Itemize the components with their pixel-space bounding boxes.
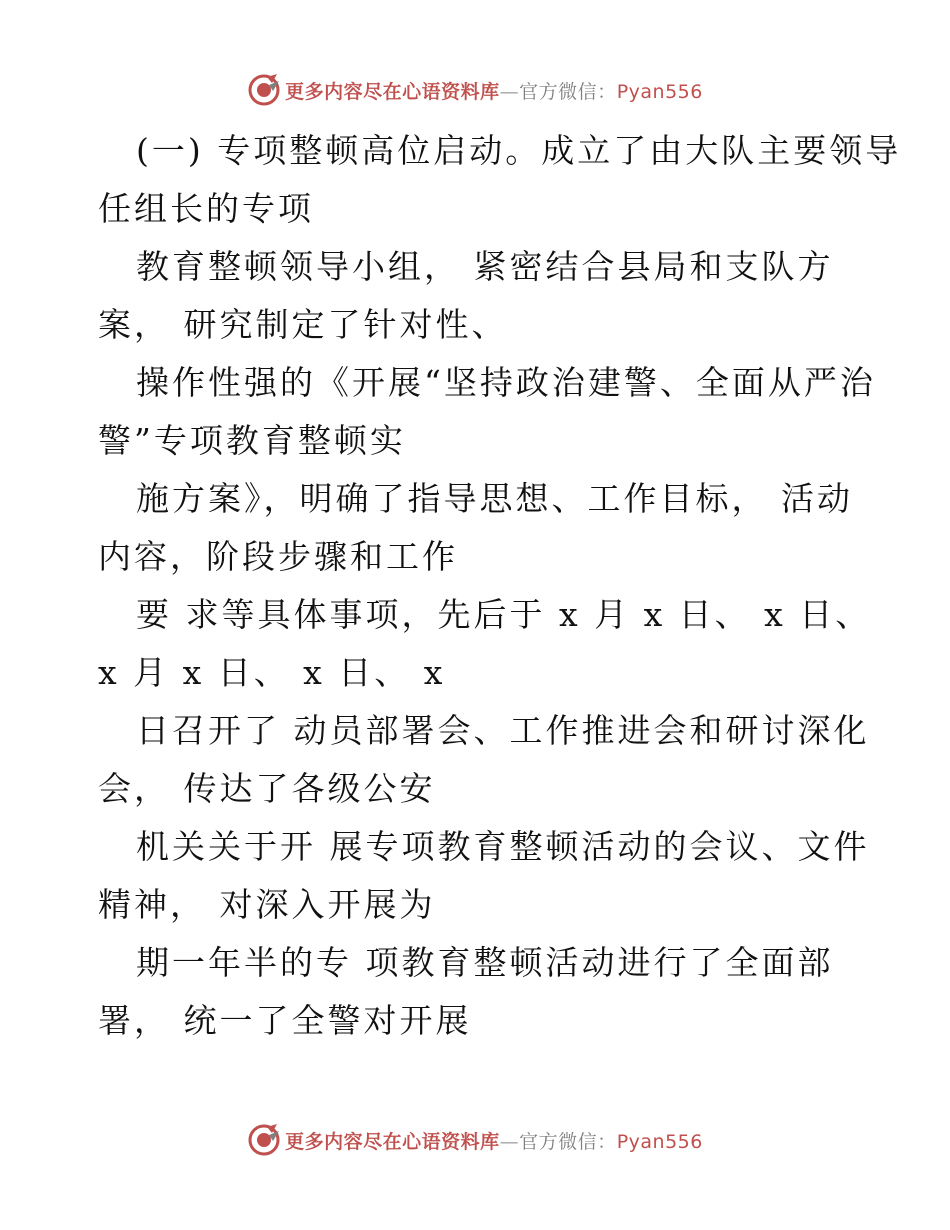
text-line: 机关关于开 展专项教育整顿活动的会议、文件	[136, 827, 870, 866]
watermark-brand: 更多内容尽在心语资料库	[285, 1130, 500, 1153]
text-line: 案， 研究制定了针对性、	[98, 305, 508, 344]
watermark-wechat-id: Pyan556	[616, 1130, 703, 1153]
text-line: x 月 x 日、 x 日、 x	[98, 653, 446, 692]
watermark-text	[285, 1127, 703, 1154]
text-line: (一) 专项整顿高位启动。成立了由大队主要领导	[136, 131, 902, 170]
text-line: 警”专项教育整顿实	[98, 421, 406, 460]
watermark-suffix: 官方微信：	[519, 80, 617, 103]
text-line: 施方案》，明确了指导思想、工作目标， 活动	[136, 479, 853, 518]
footer-watermark	[0, 1120, 950, 1160]
text-line: 精神， 对深入开展为	[98, 885, 436, 924]
text-line: 内容，阶段步骤和工作	[98, 537, 458, 576]
text-line: 期一年半的专 项教育整顿活动进行了全面部	[136, 943, 834, 982]
watermark-separator: —	[499, 80, 520, 103]
text-line: 任组长的专项	[98, 189, 314, 228]
brand-logo-icon	[247, 73, 281, 107]
watermark-text	[285, 77, 703, 104]
text-line: 教育整顿领导小组， 紧密结合县局和支队方	[136, 247, 834, 286]
document-body	[98, 122, 902, 1050]
watermark-suffix: 官方微信：	[519, 1130, 617, 1153]
text-line: 会， 传达了各级公安	[98, 769, 436, 808]
text-line: 要 求等具体事项，先后于 x 月 x 日、 x 日、	[136, 595, 872, 634]
text-line: 操作性强的《开展“坚持政治建警、全面从严治	[136, 363, 876, 402]
text-line: 日召开了 动员部署会、工作推进会和研讨深化	[136, 711, 870, 750]
watermark-wechat-id: Pyan556	[616, 80, 703, 103]
brand-logo-icon	[247, 1123, 281, 1157]
watermark-brand: 更多内容尽在心语资料库	[285, 80, 500, 103]
watermark-separator: —	[499, 1130, 520, 1153]
header-watermark	[0, 70, 950, 110]
text-line: 署， 统一了全警对开展	[98, 1001, 472, 1040]
